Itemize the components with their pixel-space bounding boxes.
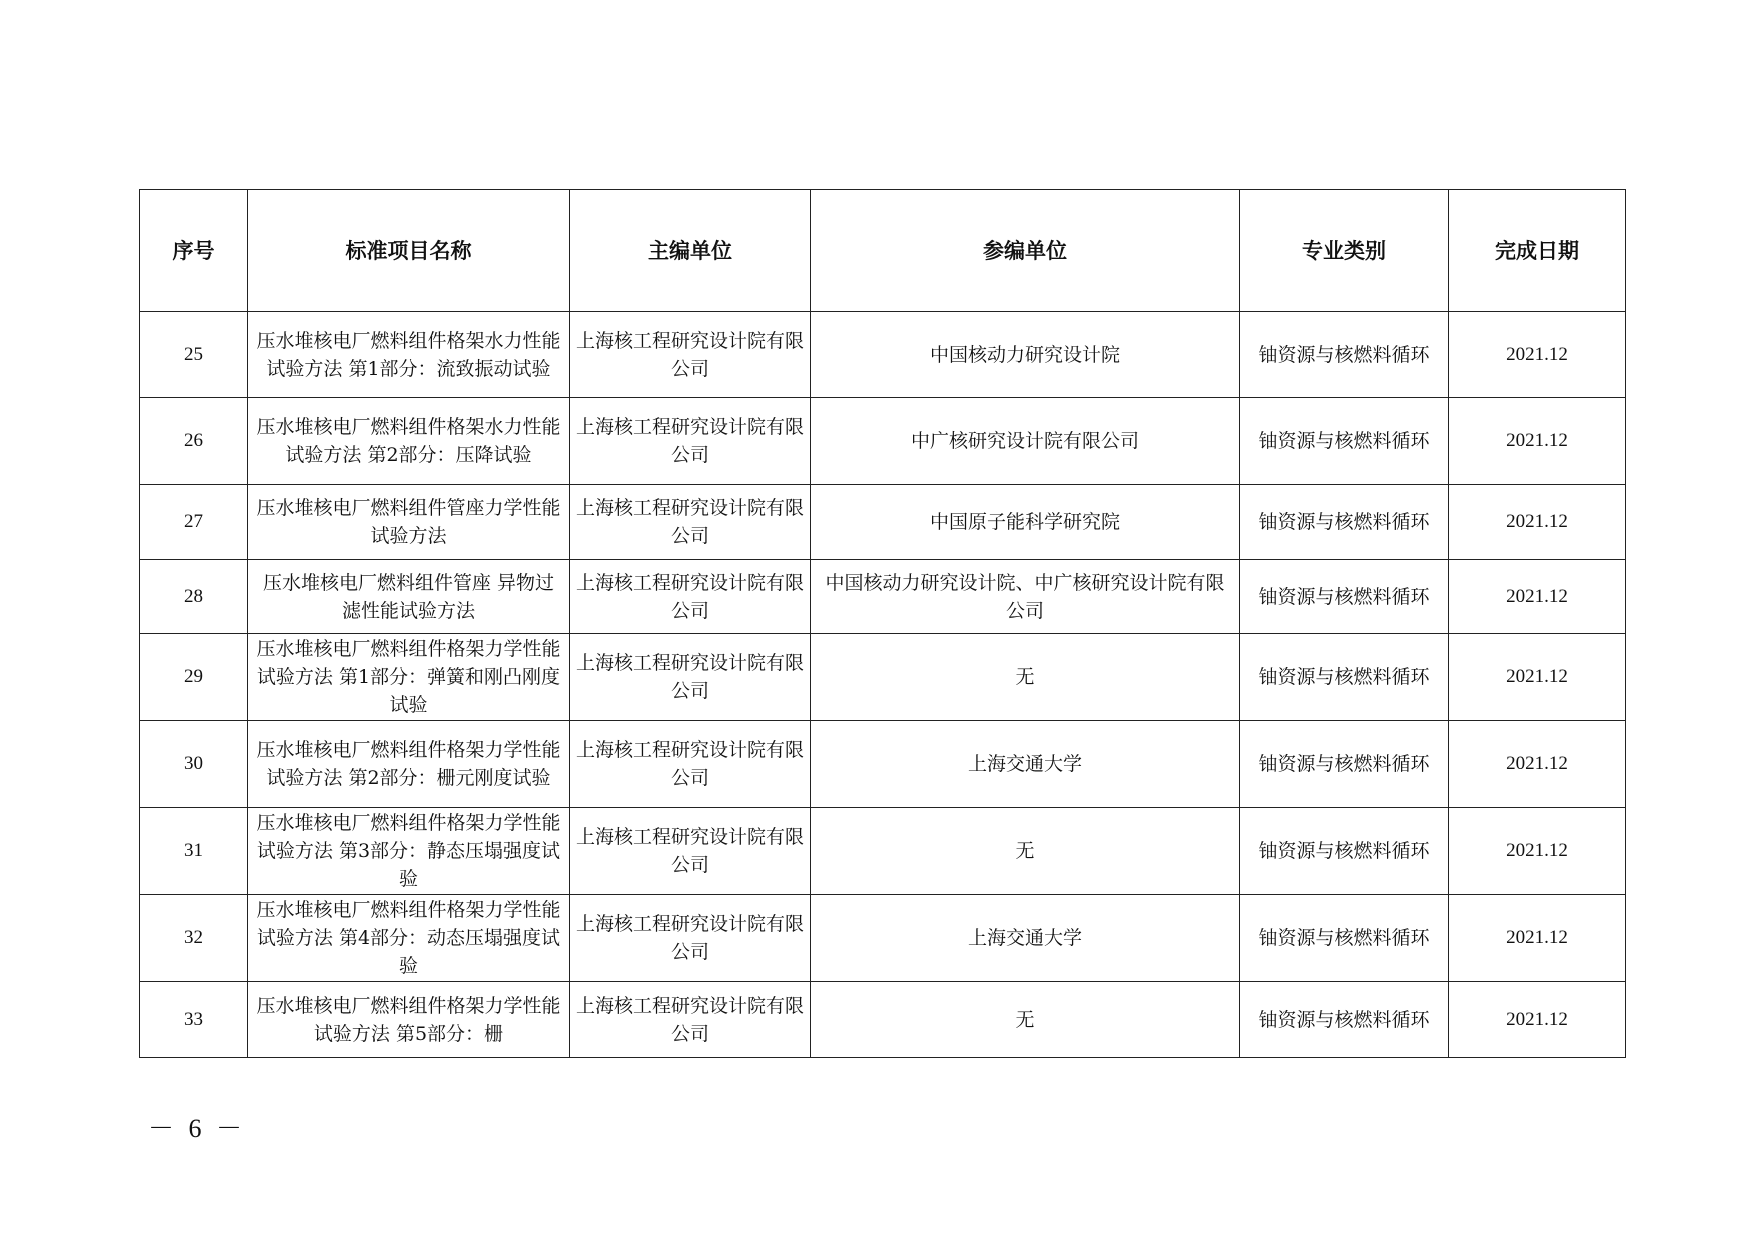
cell-completion-date: 2021.12	[1449, 982, 1626, 1058]
cell-chief-unit: 上海核工程研究设计院有限公司	[570, 560, 811, 634]
cell-seq: 25	[140, 312, 248, 398]
header-participating-units: 参编单位	[811, 190, 1240, 312]
cell-completion-date: 2021.12	[1449, 312, 1626, 398]
cell-chief-unit: 上海核工程研究设计院有限公司	[570, 808, 811, 895]
cell-name: 压水堆核电厂燃料组件格架力学性能试验方法 第1部分：弹簧和刚凸刚度试验	[248, 634, 570, 721]
standards-table	[139, 189, 1626, 1058]
cell-participating-units: 中国核动力研究设计院、中广核研究设计院有限公司	[811, 560, 1240, 634]
cell-participating-units: 上海交通大学	[811, 895, 1240, 982]
cell-completion-date: 2021.12	[1449, 560, 1626, 634]
header-chief-unit: 主编单位	[570, 190, 811, 312]
cell-seq: 31	[140, 808, 248, 895]
header-completion-date: 完成日期	[1449, 190, 1626, 312]
cell-chief-unit: 上海核工程研究设计院有限公司	[570, 634, 811, 721]
cell-category: 铀资源与核燃料循环	[1240, 560, 1449, 634]
header-category: 专业类别	[1240, 190, 1449, 312]
table-row	[140, 808, 1626, 895]
table-row	[140, 560, 1626, 634]
cell-seq: 28	[140, 560, 248, 634]
cell-chief-unit: 上海核工程研究设计院有限公司	[570, 721, 811, 808]
cell-completion-date: 2021.12	[1449, 721, 1626, 808]
cell-seq: 27	[140, 485, 248, 560]
page-number: － 6 －	[148, 1114, 247, 1143]
cell-name: 压水堆核电厂燃料组件格架力学性能试验方法 第2部分：栅元刚度试验	[248, 721, 570, 808]
cell-category: 铀资源与核燃料循环	[1240, 485, 1449, 560]
cell-category: 铀资源与核燃料循环	[1240, 398, 1449, 485]
table-row	[140, 485, 1626, 560]
table-header-row	[140, 190, 1626, 312]
cell-participating-units: 无	[811, 634, 1240, 721]
cell-category: 铀资源与核燃料循环	[1240, 895, 1449, 982]
cell-completion-date: 2021.12	[1449, 634, 1626, 721]
table-row	[140, 721, 1626, 808]
cell-seq: 33	[140, 982, 248, 1058]
table-row	[140, 895, 1626, 982]
cell-category: 铀资源与核燃料循环	[1240, 634, 1449, 721]
cell-name: 压水堆核电厂燃料组件格架力学性能试验方法 第5部分：栅	[248, 982, 570, 1058]
cell-participating-units: 无	[811, 808, 1240, 895]
cell-category: 铀资源与核燃料循环	[1240, 312, 1449, 398]
cell-completion-date: 2021.12	[1449, 808, 1626, 895]
cell-chief-unit: 上海核工程研究设计院有限公司	[570, 398, 811, 485]
table-row	[140, 982, 1626, 1058]
cell-name: 压水堆核电厂燃料组件格架水力性能试验方法 第2部分：压降试验	[248, 398, 570, 485]
header-name: 标准项目名称	[248, 190, 570, 312]
table-row	[140, 312, 1626, 398]
cell-completion-date: 2021.12	[1449, 895, 1626, 982]
table-row	[140, 634, 1626, 721]
cell-name: 压水堆核电厂燃料组件管座 异物过滤性能试验方法	[248, 560, 570, 634]
cell-seq: 26	[140, 398, 248, 485]
cell-seq: 30	[140, 721, 248, 808]
cell-name: 压水堆核电厂燃料组件格架水力性能试验方法 第1部分：流致振动试验	[248, 312, 570, 398]
cell-chief-unit: 上海核工程研究设计院有限公司	[570, 312, 811, 398]
cell-participating-units: 无	[811, 982, 1240, 1058]
cell-participating-units: 中国核动力研究设计院	[811, 312, 1240, 398]
cell-seq: 29	[140, 634, 248, 721]
cell-name: 压水堆核电厂燃料组件格架力学性能试验方法 第4部分：动态压塌强度试验	[248, 895, 570, 982]
cell-participating-units: 中国原子能科学研究院	[811, 485, 1240, 560]
cell-chief-unit: 上海核工程研究设计院有限公司	[570, 895, 811, 982]
cell-name: 压水堆核电厂燃料组件管座力学性能试验方法	[248, 485, 570, 560]
table-row	[140, 398, 1626, 485]
cell-category: 铀资源与核燃料循环	[1240, 721, 1449, 808]
cell-category: 铀资源与核燃料循环	[1240, 982, 1449, 1058]
cell-chief-unit: 上海核工程研究设计院有限公司	[570, 485, 811, 560]
cell-chief-unit: 上海核工程研究设计院有限公司	[570, 982, 811, 1058]
cell-participating-units: 中广核研究设计院有限公司	[811, 398, 1240, 485]
header-seq: 序号	[140, 190, 248, 312]
cell-completion-date: 2021.12	[1449, 485, 1626, 560]
cell-completion-date: 2021.12	[1449, 398, 1626, 485]
cell-seq: 32	[140, 895, 248, 982]
cell-name: 压水堆核电厂燃料组件格架力学性能试验方法 第3部分：静态压塌强度试验	[248, 808, 570, 895]
cell-participating-units: 上海交通大学	[811, 721, 1240, 808]
cell-category: 铀资源与核燃料循环	[1240, 808, 1449, 895]
